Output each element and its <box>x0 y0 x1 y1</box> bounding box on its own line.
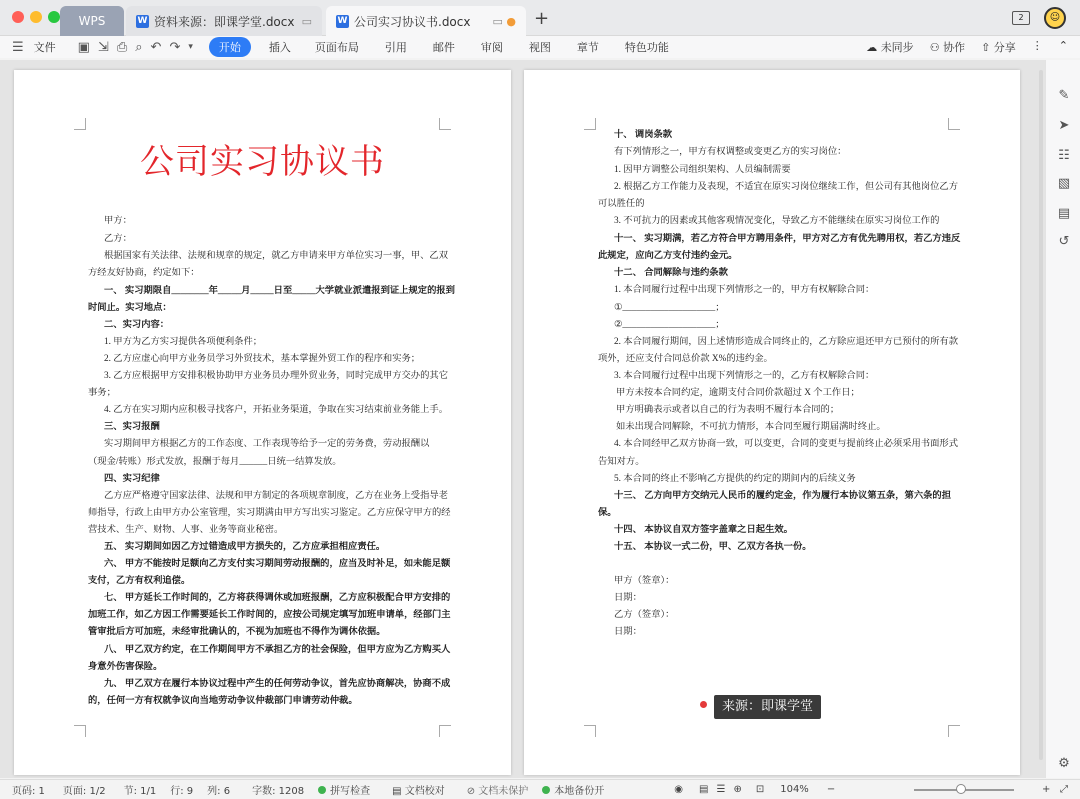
document-line: 营技术、生产、财物、人事、业务等商业秘密。 <box>88 525 284 535</box>
source-watermark: 来源：即课学堂 <box>714 695 821 719</box>
status-row: 行: 9 <box>170 786 194 797</box>
share-label: 分享 <box>993 41 1016 54</box>
person-icon: ⚇ <box>929 41 940 54</box>
record-dot-icon <box>700 701 707 708</box>
zoom-slider-handle[interactable] <box>956 784 966 794</box>
status-page-code[interactable]: 页码: 1 <box>12 786 45 797</box>
document-line: 2. 根据乙方工作能力及表现，不适宜在原实习岗位继续工作，但公司有其他岗位乙方 <box>614 182 958 192</box>
document-line: 十五、 本协议一式二份，甲、乙双方各执一份。 <box>614 542 812 552</box>
document-line: 的，任何一方有权就争议向当地劳动争议仲裁部门申请劳动仲裁。 <box>88 696 358 706</box>
document-line: 十一、 实习期满，若乙方符合甲方聘用条件，甲方对乙方有优先聘用权，若乙方违反 <box>614 234 961 244</box>
document-line: 方经友好协商，约定如下： <box>88 268 200 278</box>
document-line: 七、 甲方延长工作时间的，乙方将获得调休或加班报酬，乙方应积极配合甲方安排的 <box>104 593 451 603</box>
document-line: 项外，还应支付合同总价款 X%的违约金。 <box>598 354 773 364</box>
document-line: 三、实习报酬 <box>104 422 160 432</box>
document-line: 时间止。实习地点： <box>88 303 172 313</box>
document-page-2[interactable] <box>524 70 1020 775</box>
document-line: 甲方明确表示或者以自己的行为表明不履行本合同的； <box>616 405 840 415</box>
document-line: 乙方应严格遵守国家法律、法规和甲方制定的各项规章制度，乙方在业务上受指导老 <box>104 491 448 501</box>
zoom-out-icon[interactable]: − <box>826 784 836 795</box>
ribbon-toolbar <box>0 36 1080 58</box>
title-bar <box>0 0 1080 36</box>
document-title: 公司实习协议书 <box>140 142 385 182</box>
sync-label: 未同步 <box>880 41 914 54</box>
status-words[interactable]: 字数: 1208 <box>252 786 305 797</box>
sliders-icon[interactable]: ☷ <box>1058 148 1070 163</box>
sync-button[interactable] <box>866 39 914 55</box>
save-icon[interactable]: ▣ <box>77 39 90 55</box>
print-icon[interactable]: ⎙ <box>116 39 128 55</box>
zoom-window-button[interactable] <box>48 11 60 23</box>
document-line: 五、 实习期间如因乙方过错造成甲方损失的，乙方应承担相应责任。 <box>104 542 386 552</box>
document-line: 加班工作，如乙方因工作需要延长工作时间的，应按公司规定填写加班申请单，经部门主 <box>88 610 451 620</box>
tab-label: WPS <box>78 14 106 28</box>
collapse-icon[interactable]: ⌃ <box>1058 39 1068 52</box>
document-line: 日期： <box>614 627 642 637</box>
document-line: 师指导，行政上由甲方办公室管理，实习期满由甲方写出实习鉴定。乙方应保守甲方的经 <box>88 508 451 518</box>
document-line: 八、 甲乙双方约定，在工作期间甲方不承担乙方的社会保险，但甲方应为乙方购买人 <box>104 645 451 655</box>
backup-icon <box>542 786 550 794</box>
tab-label: 公司实习协议书.docx <box>354 14 471 29</box>
document-line: 四、实习纪律 <box>104 474 160 484</box>
file-menu[interactable]: 文件 <box>33 41 56 54</box>
zoom-in-icon[interactable]: + <box>1042 784 1051 795</box>
tab-start[interactable]: 开始 <box>209 37 251 57</box>
minimize-window-button[interactable] <box>30 11 42 23</box>
protect-button[interactable] <box>467 782 529 797</box>
margin-mark <box>74 725 86 737</box>
tab-mail[interactable]: 邮件 <box>432 41 455 54</box>
document-workspace[interactable] <box>0 60 1045 778</box>
unprotected-icon: ⊘ <box>466 786 479 797</box>
document-line: 可以胜任的 <box>598 199 645 209</box>
pen-icon[interactable]: ✎ <box>1058 88 1070 103</box>
eye-icon[interactable]: ◉ <box>674 784 684 795</box>
document-line: 4. 本合同经甲乙双方协商一致，可以变更，合同的变更与提前终止必须采用书面形式 <box>614 439 958 449</box>
document-line: 十三、 乙方向甲方交纳元人民币的履约定金，作为履行本协议第五条，第六条的担 <box>614 491 952 501</box>
document-line: 告知对方。 <box>598 457 645 467</box>
tab-review[interactable]: 审阅 <box>480 41 503 54</box>
preview-icon[interactable]: ⌕ <box>135 39 143 55</box>
document-line: 5. 本合同的终止不影响乙方提供的约定的期间内的后续义务 <box>614 474 856 484</box>
history-icon[interactable]: ↺ <box>1058 234 1070 249</box>
more-icon[interactable]: ⋮ <box>1031 39 1043 52</box>
tab-label: 资料来源：即课学堂.docx <box>154 14 295 29</box>
document-line: 1. 本合同履行过程中出现下列情形之一的，甲方有权解除合同： <box>614 285 875 295</box>
document-line: 二、实习内容： <box>104 320 170 330</box>
chevron-down-icon[interactable]: ▾ <box>188 42 193 52</box>
document-line: 日期： <box>614 593 642 603</box>
check-icon <box>318 786 326 794</box>
document-line: 乙方（签章）： <box>614 610 675 620</box>
document-line: 甲方： <box>104 216 132 226</box>
protect-label: 文档未保护 <box>478 786 529 797</box>
new-tab-button[interactable]: + <box>534 8 550 29</box>
document-line: 十、 调岗条款 <box>614 130 673 140</box>
word-doc-icon: W <box>337 15 348 26</box>
doc-check-icon: ▤ <box>392 786 405 797</box>
margin-mark <box>584 118 596 130</box>
document-line: 一、 实习期限自________年_____月_____日至_____大学就业派遣报到证上规定的报到 <box>104 286 455 296</box>
translate-icon[interactable]: ▤ <box>1057 206 1071 221</box>
status-pages[interactable]: 页面: 1/2 <box>62 786 106 797</box>
document-line: 乙方： <box>104 234 132 244</box>
menu-icon[interactable]: ☰ <box>12 39 24 55</box>
margin-mark <box>948 118 960 130</box>
image-icon[interactable]: ▧ <box>1057 176 1071 191</box>
vertical-scrollbar[interactable] <box>1039 70 1043 760</box>
settings-icon[interactable]: ⚙ <box>1058 756 1070 771</box>
word-doc-icon: W <box>137 15 148 26</box>
margin-mark <box>74 118 86 130</box>
document-line: 六、 甲方不能按时足额向乙方支付实习期间劳动报酬的，应当及时补足，如未能足额 <box>104 559 451 569</box>
fullscreen-icon[interactable]: ⤢ <box>1060 784 1068 795</box>
document-line: 3. 乙方应根据甲方安排积极协助甲方业务员办理外贸业务，同时完成甲方交办的其它 <box>104 371 448 381</box>
document-line: ②____________________； <box>614 320 725 330</box>
share-icon: ⇧ <box>981 41 991 54</box>
outline-view-icon[interactable]: ☰ <box>716 784 726 795</box>
document-line: 2. 乙方应虚心向甲方业务员学习外贸技术，基本掌握外贸工作的程序和实务； <box>104 354 421 364</box>
document-line: ①____________________； <box>614 303 725 313</box>
web-view-icon[interactable]: ⊕ <box>733 784 742 795</box>
document-line: 保。 <box>598 508 617 518</box>
document-line: （现金/转账）形式发放，报酬于每月______日统一结算发放。 <box>88 457 342 467</box>
spell-label: 拼写检查 <box>330 786 371 797</box>
cursor-icon[interactable]: ➤ <box>1058 118 1070 133</box>
close-window-button[interactable] <box>12 11 24 23</box>
document-line: 根据国家有关法律、法规和规章的规定，就乙方申请来甲方单位实习一事，甲、乙双 <box>104 251 448 261</box>
page-view-icon[interactable]: ▤ <box>699 784 709 795</box>
document-page-1[interactable] <box>14 70 511 775</box>
document-line: 1. 因甲方调整公司组织架构、人员编制需要 <box>614 165 791 175</box>
backup-label: 本地备份开 <box>554 786 605 797</box>
export-icon[interactable]: ⇲ <box>97 39 109 55</box>
margin-mark <box>584 725 596 737</box>
backup-button[interactable] <box>542 782 604 797</box>
status-col: 列: 6 <box>207 786 231 797</box>
fit-icon[interactable]: ⊡ <box>755 784 765 795</box>
document-line: 3. 本合同履行过程中出现下列情形之一的，乙方有权解除合同： <box>614 371 875 381</box>
tab-wps-home[interactable] <box>60 6 124 36</box>
document-line: 九、 甲乙双方在履行本协议过程中产生的任何劳动争议，首先应协商解决，协商不成 <box>104 679 451 689</box>
tab-insert[interactable]: 插入 <box>268 41 291 54</box>
document-line: 十二、 合同解除与违约条款 <box>614 268 728 278</box>
document-line: 身意外伤害保险。 <box>88 662 163 672</box>
spell-check-button[interactable] <box>318 782 370 797</box>
tab-section[interactable]: 章节 <box>576 41 599 54</box>
window-count-icon[interactable]: 2 <box>1012 11 1030 25</box>
document-line: 1. 甲方为乙方实习提供各项便利条件； <box>104 337 263 347</box>
document-line: 甲方（签章）： <box>614 576 675 586</box>
document-line: 3. 不可抗力的因素或其他客观情况变化，导致乙方不能继续在原实习岗位工作的 <box>614 216 940 226</box>
tab-doc-source[interactable] <box>126 6 322 36</box>
document-line: 有下列情形之一，甲方有权调整或变更乙方的实习岗位： <box>614 147 847 157</box>
avatar[interactable]: ☺ <box>1044 7 1066 29</box>
tab-page-layout[interactable]: 页面布局 <box>314 41 359 54</box>
proof-label: 文档校对 <box>404 786 445 797</box>
document-line: 支付，乙方有权利追偿。 <box>88 576 191 586</box>
document-line: 4. 乙方在实习期内应积极寻找客户，开拓业务渠道，争取在实习结束前业务能上手。 <box>104 405 448 415</box>
proofread-button[interactable] <box>392 782 445 797</box>
margin-mark <box>439 118 451 130</box>
document-line: 管审批后方可加班，未经审批确认的，不视为加班也不得作为调休依据。 <box>88 627 386 637</box>
collab-button[interactable] <box>930 39 965 55</box>
status-section[interactable]: 节: 1/1 <box>123 786 157 797</box>
unsaved-dot-icon: ▭ ● <box>492 14 516 28</box>
tab-view[interactable]: 视图 <box>528 41 551 54</box>
cloud-icon: ☁ <box>866 41 878 54</box>
zoom-level[interactable]: 104% <box>780 784 809 795</box>
document-line: 十四、 本协议自双方签字盖章之日起生效。 <box>614 525 793 535</box>
document-line: 实习期间甲方根据乙方的工作态度、工作表现等给予一定的劳务费，劳动报酬以 <box>104 439 430 449</box>
tab-references[interactable]: 引用 <box>384 41 407 54</box>
tab-features[interactable]: 特色功能 <box>624 41 669 54</box>
margin-mark <box>948 725 960 737</box>
margin-mark <box>439 725 451 737</box>
tab-doc-agreement[interactable] <box>326 6 526 36</box>
right-sidebar <box>1045 60 1080 778</box>
document-line: 如未出现合同解除，不可抗力情形，本合同至履行期届满时终止。 <box>616 422 886 432</box>
document-line: 2. 本合同履行期间，因上述情形造成合同终止的，乙方除应退还甲方已预付的所有款 <box>614 337 958 347</box>
document-line: 此规定，应向乙方支付违约金元。 <box>598 251 738 261</box>
document-line: 事务； <box>88 388 116 398</box>
redo-icon[interactable]: ↷ <box>169 39 181 55</box>
monitor-icon[interactable]: ▭ <box>301 14 312 28</box>
status-bar <box>0 779 1080 799</box>
undo-icon[interactable]: ↶ <box>150 39 162 55</box>
document-line: 甲方未按本合同约定，逾期支付合同价款超过 X 个工作日； <box>616 388 860 398</box>
share-button[interactable] <box>981 39 1016 55</box>
collab-label: 协作 <box>943 41 966 54</box>
